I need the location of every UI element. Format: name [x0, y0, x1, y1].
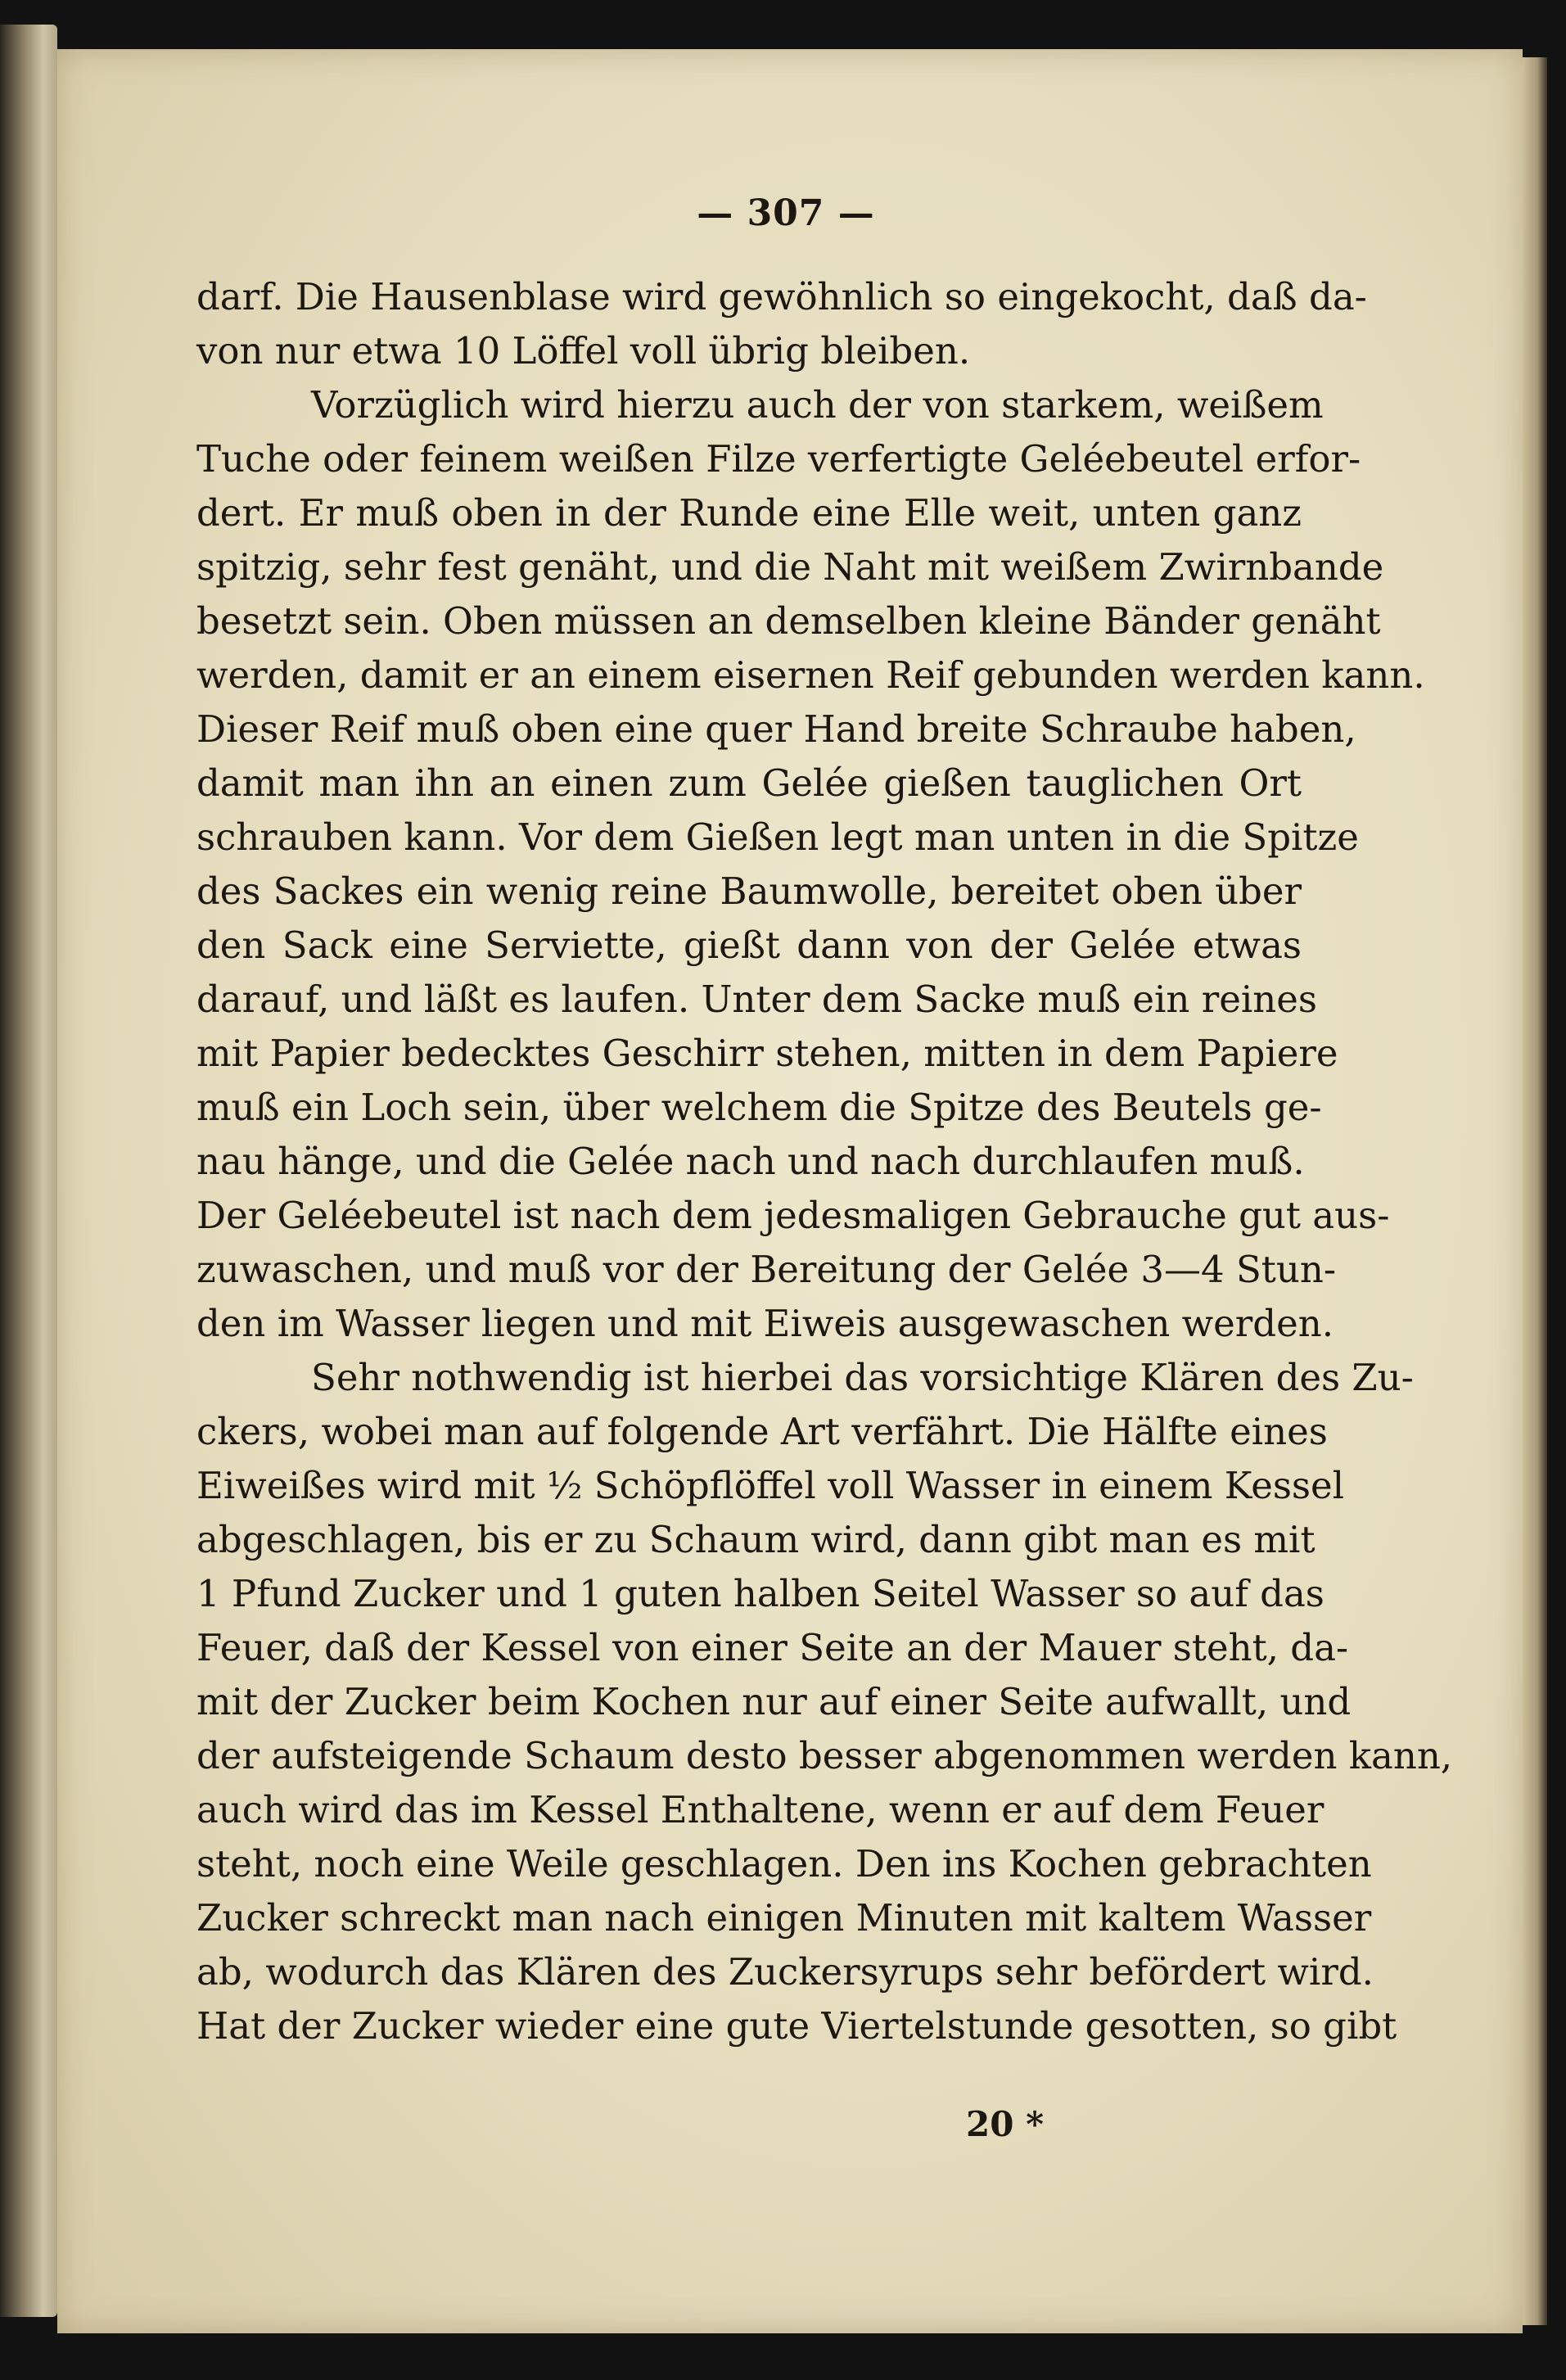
text-line: Eiweißes wird mit ½ Schöpflöffel voll Wasser in einem Kessel — [196, 1464, 1345, 1507]
page-edge — [1523, 57, 1547, 2325]
text-line: den im Wasser liegen und mit Eiweis ausgewaschen werden. — [196, 1302, 1334, 1345]
text-line: Zucker schreckt man nach einigen Minuten mit kaltem Wasser — [196, 1896, 1372, 1940]
text-line: mit der Zucker beim Kochen nur auf einer Seite aufwallt, und — [196, 1680, 1352, 1723]
text-line: nau hänge, und die Gelée nach und nach durchlaufen muß. — [196, 1140, 1305, 1183]
text-line: ab, wodurch das Klären des Zuckersyrups sehr befördert wird. — [196, 1950, 1374, 1994]
text-line: ckers, wobei man auf folgende Art verfährt. Die Hälfte eines — [196, 1410, 1328, 1453]
text-line: darauf, und läßt es laufen. Unter dem Sacke muß ein reines — [196, 978, 1317, 1021]
text-line: muß ein Loch sein, über welchem die Spitze des Beutels ge- — [196, 1086, 1322, 1129]
text-line: zuwaschen, und muß vor der Bereitung der Gelée 3—4 Stun- — [196, 1248, 1337, 1291]
text-line: auch wird das im Kessel Enthaltene, wenn er auf dem Feuer — [196, 1788, 1325, 1831]
signature-mark: 20 * — [966, 2104, 1045, 2144]
text-line: Dieser Reif muß oben eine quer Hand breite Schraube haben, — [196, 707, 1356, 751]
text-line: der aufsteigende Schaum desto besser abgenommen werden kann, — [196, 1734, 1453, 1777]
text-line: mit Papier bedecktes Geschirr stehen, mitten in dem Papiere — [196, 1032, 1338, 1075]
text-line: Der Geléebeutel ist nach dem jedesmaligen Gebrauche gut aus- — [196, 1194, 1390, 1237]
text-line: Sehr nothwendig ist hierbei das vorsichtige Klären des Zu- — [311, 1356, 1414, 1399]
text-line: Hat der Zucker wieder eine gute Viertelstunde gesotten, so gibt — [196, 2004, 1397, 2048]
text-line: Tuche oder feinem weißen Filze verfertigte Geléebeutel erfor- — [196, 437, 1361, 481]
text-line: darf. Die Hausenblase wird gewöhnlich so eingekocht, daß da- — [196, 275, 1367, 318]
text-line: schrauben kann. Vor dem Gießen legt man unten in die Spitze — [196, 815, 1359, 859]
text-line: von nur etwa 10 Löffel voll übrig bleiben. — [196, 329, 971, 373]
text-line: spitzig, sehr fest genäht, und die Naht mit weißem Zwirnbande — [196, 545, 1384, 589]
text-line: den Sack eine Serviette, gießt dann von der Gelée etwas — [196, 924, 1302, 967]
text-line: Feuer, daß der Kessel von einer Seite an der Mauer steht, da- — [196, 1626, 1349, 1669]
text-line: Vorzüglich wird hierzu auch der von starkem, weißem — [311, 383, 1324, 427]
text-line: damit man ihn an einen zum Gelée gießen tauglichen Ort — [196, 761, 1302, 805]
text-line: werden, damit er an einem eisernen Reif gebunden werden kann. — [196, 653, 1425, 697]
text-line: des Sackes ein wenig reine Baumwolle, bereitet oben über — [196, 869, 1302, 913]
text-line: steht, noch eine Weile geschlagen. Den ins Kochen gebrachten — [196, 1842, 1372, 1885]
book-spine — [0, 25, 57, 2317]
text-line: besetzt sein. Oben müssen an demselben kleine Bänder genäht — [196, 599, 1381, 643]
text-line: 1 Pfund Zucker und 1 guten halben Seitel Wasser so auf das — [196, 1572, 1325, 1615]
page-number-header: — 307 — — [697, 192, 875, 234]
body-text — [196, 270, 1453, 2053]
text-line: dert. Er muß oben in der Runde eine Elle weit, unten ganz — [196, 491, 1302, 535]
text-line: abgeschlagen, bis er zu Schaum wird, dann gibt man es mit — [196, 1518, 1316, 1561]
